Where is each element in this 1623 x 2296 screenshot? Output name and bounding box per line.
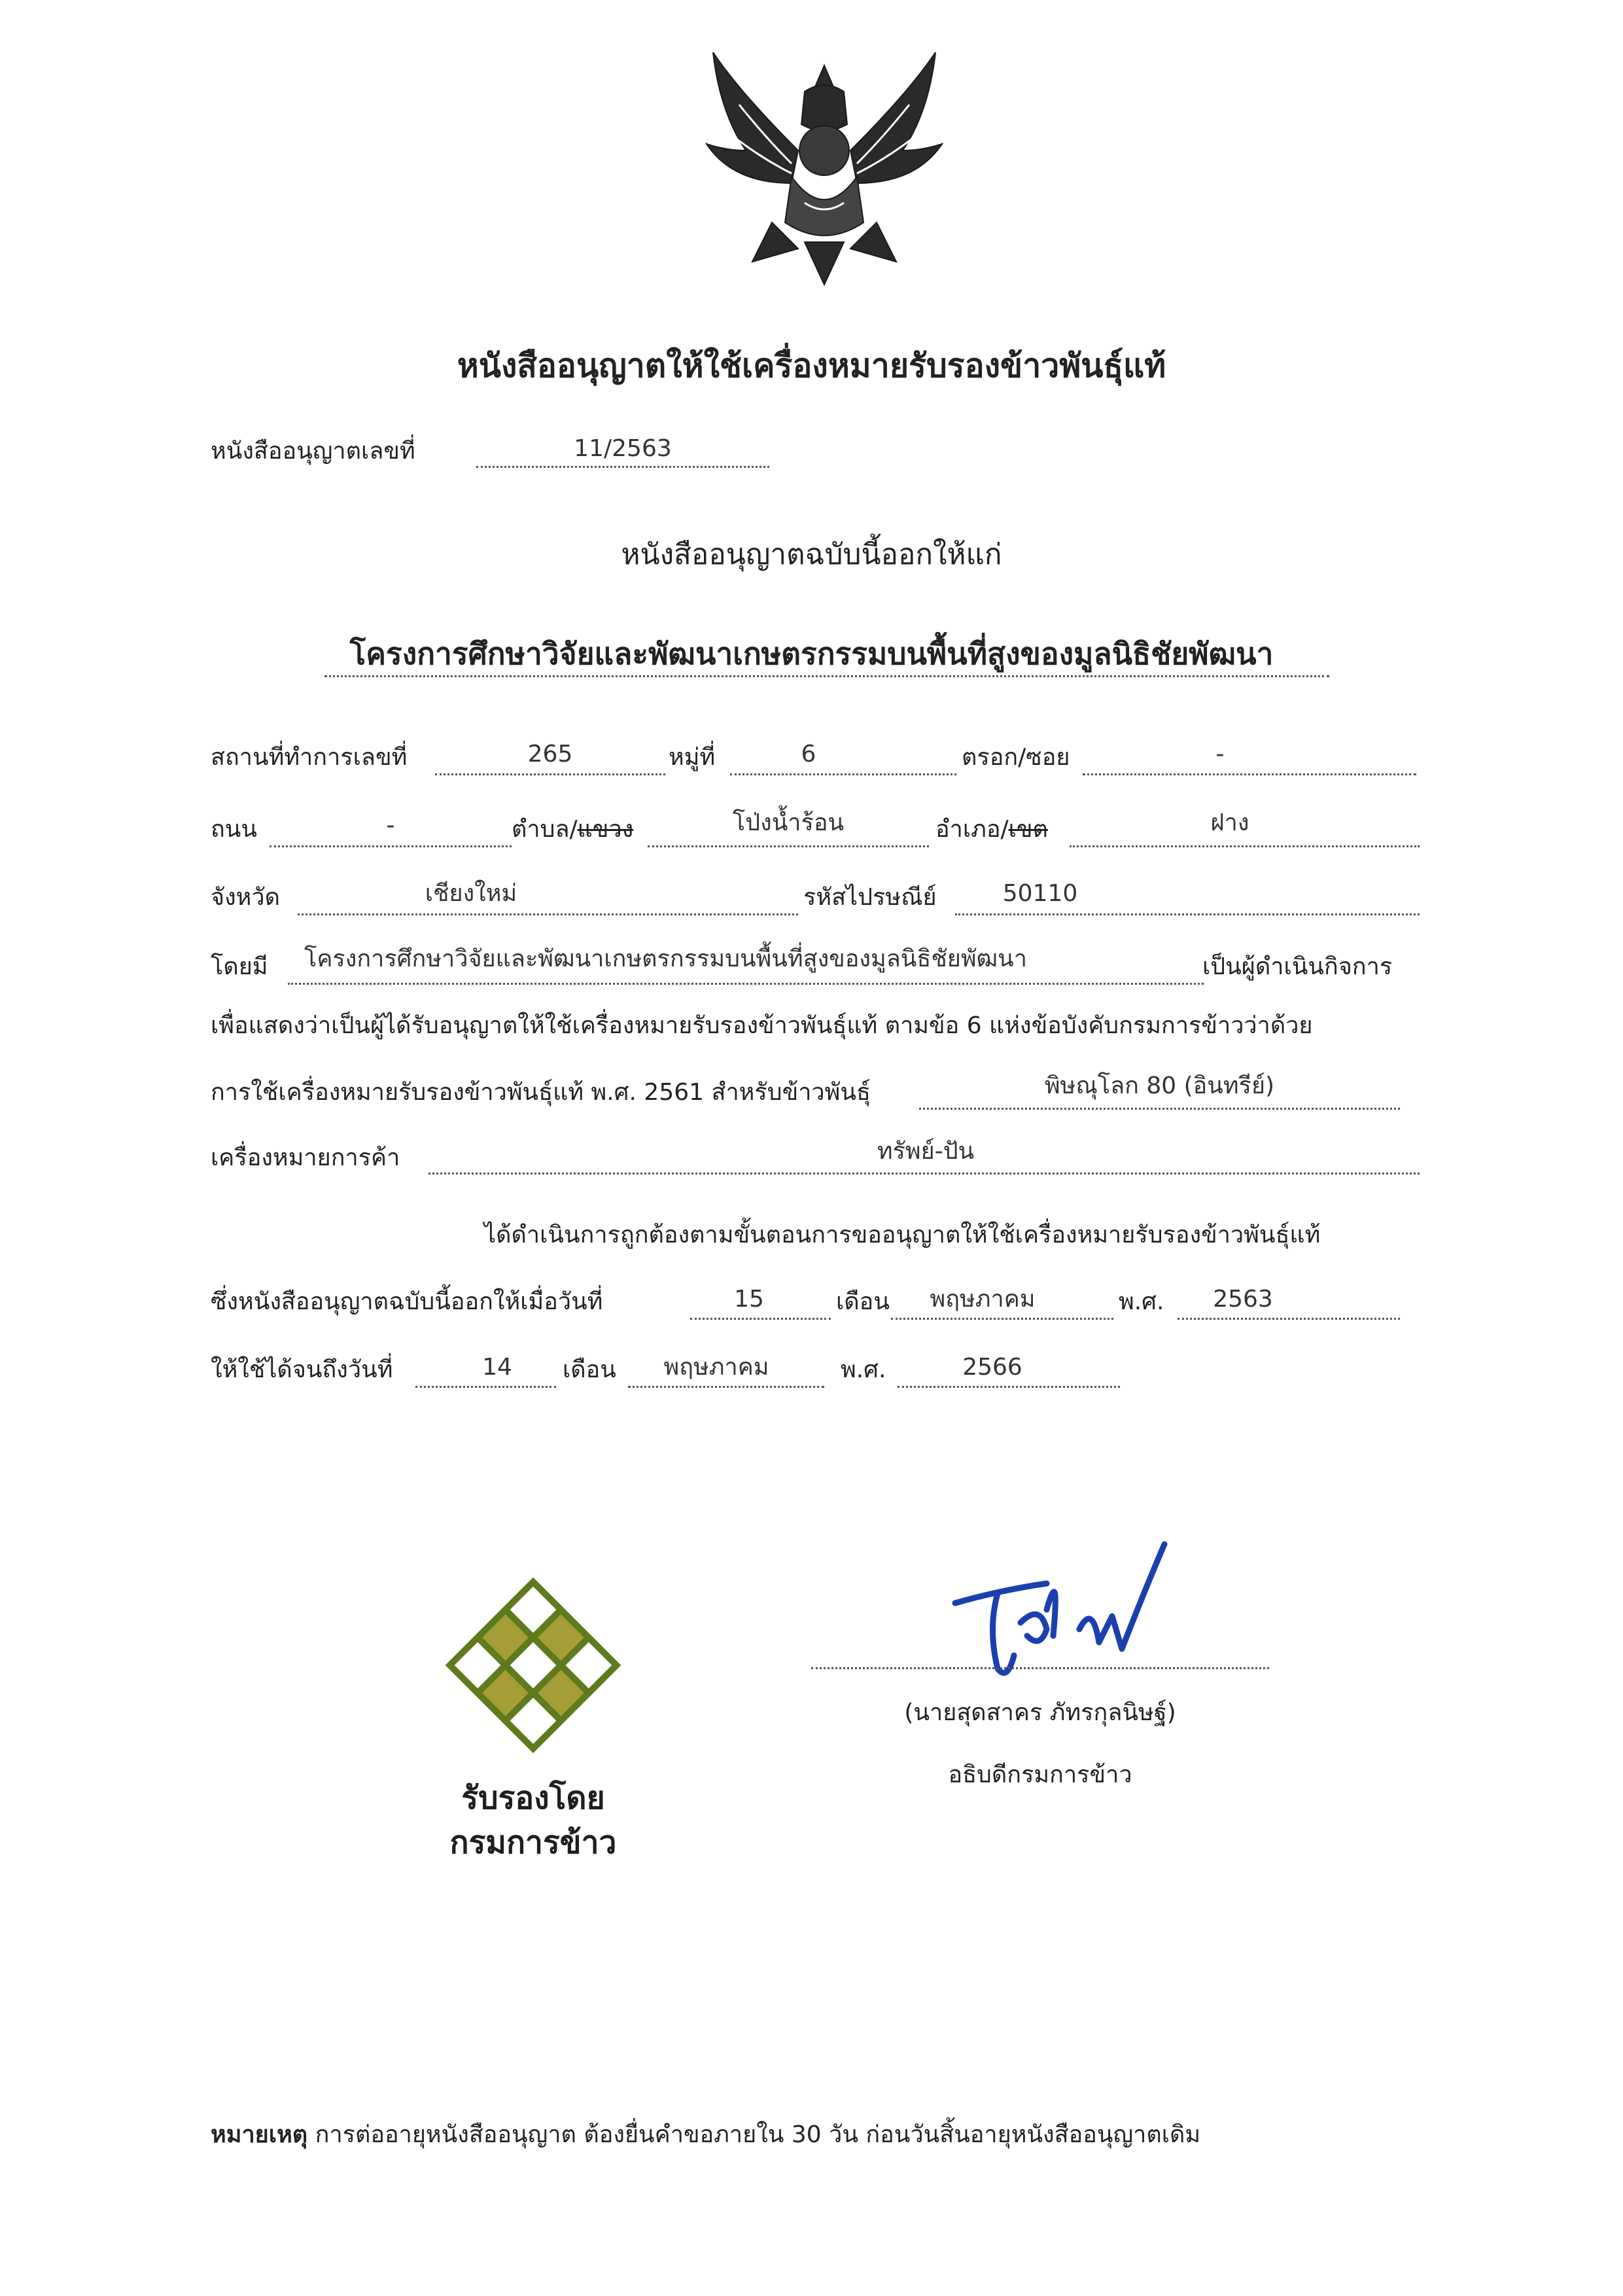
place-no-dots — [435, 773, 665, 775]
operator-suffix: เป็นผู้ดำเนินกิจการ — [1202, 953, 1393, 980]
subdistrict-label-b: แขวง — [577, 816, 634, 843]
garuda-emblem-icon — [700, 52, 949, 288]
place-no-value: 265 — [527, 741, 573, 768]
valid-month-dots — [628, 1386, 824, 1388]
subdistrict-value: โป่งน้ำร้อน — [732, 809, 845, 836]
issue-month-label: เดือน — [836, 1288, 890, 1315]
district-value: ฝาง — [1210, 809, 1249, 836]
issue-year-dots — [1178, 1318, 1400, 1320]
trademark-label: เครื่องหมายการค้า — [211, 1144, 400, 1171]
license-no-label: หนังสืออนุญาตเลขที่ — [211, 438, 415, 465]
road-dots — [270, 845, 512, 847]
seal-text-line-2: กรมการข้าว — [449, 1824, 617, 1861]
rice-variety-value: พิษณุโลก 80 (อินทรีย์) — [1044, 1072, 1275, 1099]
license-no-value: 11/2563 — [574, 435, 672, 462]
valid-day-dots — [415, 1386, 556, 1388]
valid-year-dots — [898, 1386, 1120, 1388]
postcode-dots — [955, 913, 1420, 915]
alley-dots — [1083, 773, 1416, 775]
purpose-line-2: การใช้เครื่องหมายรับรองข้าวพันธุ์แท้ พ.ศ. 2561 สำหรับข้าวพันธุ์ — [211, 1079, 871, 1106]
district-label — [935, 818, 1048, 841]
valid-month-label: เดือน — [563, 1356, 616, 1383]
road-label: ถนน — [211, 816, 258, 843]
issue-year-label: พ.ศ. — [1119, 1288, 1164, 1315]
issued-to-dots — [324, 675, 1329, 677]
issue-year-value: 2563 — [1213, 1286, 1273, 1313]
moo-value: 6 — [801, 741, 816, 768]
moo-dots — [730, 773, 956, 775]
trademark-dots — [428, 1173, 1420, 1174]
signature-icon — [942, 1538, 1178, 1688]
place-no-label: สถานที่ทำการเลขที่ — [211, 744, 408, 771]
issue-month-value: พฤษภาคม — [930, 1286, 1036, 1313]
province-dots — [298, 913, 798, 915]
purpose-line-1: เพื่อแสดงว่าเป็นผู้ได้รับอนุญาตให้ใช้เครื่องหมายรับรองข้าวพันธุ์แท้ ตามข้อ 6 แห่งข้อบังคับกรมการข้าวว่าด้วย — [211, 1012, 1313, 1039]
subdistrict-label-a: ตำบล/ — [512, 816, 578, 843]
trademark-value: ทรัพย์-ปัน — [877, 1138, 975, 1165]
valid-year-value: 2566 — [962, 1354, 1022, 1381]
signer-name: (นายสุดสาคร ภัทรกุลนิษฐ์) — [904, 1699, 1176, 1726]
issue-month-dots — [891, 1318, 1113, 1320]
valid-month-value: พฤษภาคม — [663, 1354, 769, 1381]
valid-year-label: พ.ศ. — [841, 1356, 886, 1383]
operator-dots — [288, 983, 1204, 985]
subdistrict-label — [512, 818, 633, 841]
issue-date-label: ซึ่งหนังสืออนุญาตฉบับนี้ออกให้เมื่อวันที่ — [211, 1288, 603, 1315]
valid-until-label: ให้ใช้ได้จนถึงวันที่ — [211, 1356, 393, 1383]
issued-to-name: โครงการศึกษาวิจัยและพัฒนาเกษตรกรรมบนพื้นที่สูงของมูลนิธิชัยพัฒนา — [349, 636, 1274, 671]
district-dots — [1070, 845, 1420, 847]
province-label: จังหวัด — [211, 884, 280, 911]
valid-day-value: 14 — [482, 1354, 512, 1381]
postcode-value: 50110 — [1002, 880, 1078, 907]
rice-variety-dots — [919, 1108, 1400, 1110]
procedure-line: ได้ดำเนินการถูกต้องตามขั้นตอนการขออนุญาตให้ใช้เครื่องหมายรับรองข้าวพันธุ์แท้ — [484, 1222, 1321, 1248]
note-label: หมายเหตุ — [211, 2121, 308, 2148]
document-title: หนังสืออนุญาตให้ใช้เครื่องหมายรับรองข้าวพันธุ์แท้ — [457, 347, 1166, 385]
issue-day-dots — [690, 1318, 831, 1320]
postcode-label: รหัสไปรษณีย์ — [803, 884, 937, 911]
issue-day-value: 15 — [734, 1286, 764, 1313]
signer-position: อธิบดีกรมการข้าว — [948, 1761, 1132, 1788]
road-value: - — [386, 812, 395, 839]
issued-to-label: หนังสืออนุญาตฉบับนี้ออกให้แก่ — [621, 538, 1002, 571]
district-label-b: เขต — [1008, 816, 1048, 843]
operator-name: โครงการศึกษาวิจัยและพัฒนาเกษตรกรรมบนพื้นที่สูงของมูลนิธิชัยพัฒนา — [304, 945, 1027, 972]
seal-text-line-1: รับรองโดย — [461, 1780, 605, 1816]
moo-label: หมู่ที่ — [669, 744, 716, 771]
alley-value: - — [1215, 741, 1225, 768]
subdistrict-dots — [648, 845, 929, 847]
province-value: เชียงใหม่ — [425, 880, 517, 907]
district-label-a: อำเภอ/ — [935, 816, 1009, 843]
alley-label: ตรอก/ซอย — [962, 744, 1070, 771]
signature-line — [811, 1667, 1269, 1669]
operator-label: โดยมี — [211, 953, 268, 980]
note-text: การต่ออายุหนังสืออนุญาต ต้องยื่นคำขอภายใน 30 วัน ก่อนวันสิ้นอายุหนังสืออนุญาตเดิม — [315, 2121, 1201, 2148]
note — [211, 2123, 1200, 2147]
license-no-dots — [476, 466, 769, 468]
certification-seal-icon — [419, 1561, 648, 1770]
